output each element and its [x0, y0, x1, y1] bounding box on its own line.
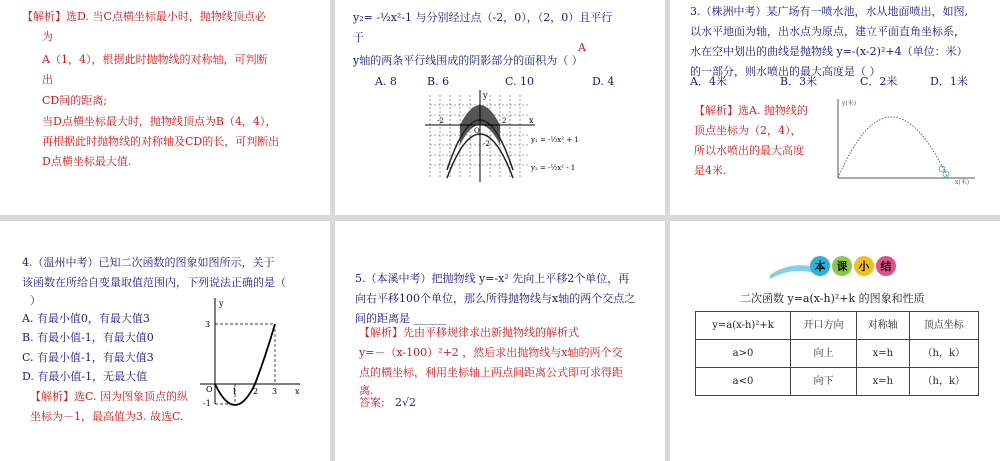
option-a: A．4米 — [690, 75, 727, 88]
text-line: 该函数在所给自变量取值范围内，下列说法正确的是（ — [22, 276, 286, 289]
svg-text:y(米): y(米) — [842, 100, 857, 107]
answer-line: y=－（x-100）²+2 ，然后求出抛物线与x轴的两个交 — [359, 346, 623, 359]
table-header: 顶点坐标 — [909, 312, 978, 340]
svg-text:O: O — [474, 127, 480, 135]
text-line: 水在空中划出的曲线是抛物线 y=-(x-2)²+4（单位：米） — [690, 45, 968, 58]
svg-text:本: 本 — [814, 260, 826, 273]
text-line: 于 — [353, 31, 364, 44]
properties-table — [695, 311, 979, 396]
slide-3 — [670, 0, 1000, 215]
text-line: D点横坐标最大值. — [42, 155, 132, 168]
text-line: 【解析】选D. 当C点横坐标最小时，抛物线顶点必 — [22, 10, 266, 23]
summary-title: 二次函数 y=a(x-h)²+k 的图象和性质 — [740, 292, 925, 305]
svg-text:-2: -2 — [437, 117, 444, 125]
parabola-graph — [425, 90, 585, 182]
option-d: D. 有最小值-1，无最大值 — [22, 370, 148, 383]
answer-line: 【解析】选A. 抛物线的 — [694, 104, 808, 117]
text-line: 3.（株洲中考）某广场有一喷水池，水从地面喷出，如图, — [690, 5, 968, 18]
svg-text:结: 结 — [880, 260, 892, 273]
text-line: y轴的两条平行线围成的阴影部分的面积为（ ） — [353, 54, 583, 67]
svg-text:-1: -1 — [203, 399, 211, 408]
svg-text:3: 3 — [272, 387, 278, 396]
answer-line: 是4米. — [694, 164, 727, 177]
table-row — [696, 340, 979, 368]
table-cell: x=h — [857, 368, 910, 396]
answer-line: 点的横坐标，利用坐标轴上两点间距离公式即可求得距 — [359, 366, 623, 379]
answer-label: 答案: — [359, 396, 385, 409]
svg-text:2: 2 — [253, 387, 259, 396]
option-a: A. 有最小值0，有最大值3 — [22, 312, 150, 325]
text-line: 向右平移100个单位，那么所得抛物线与x轴的两个交点之 — [355, 292, 636, 305]
text-line: CD间的距离; — [42, 94, 107, 107]
text-line: y₂= -½x²-1 与分别经过点（-2，0），（2，0）且平行 — [353, 11, 613, 24]
table-header: 对称轴 — [857, 312, 910, 340]
table-header: 开口方向 — [791, 312, 857, 340]
text-line: 的一部分，则水喷出的最大高度是（ ） — [690, 65, 881, 78]
svg-text:1: 1 — [232, 387, 238, 396]
table-cell: a>0 — [696, 340, 791, 368]
table-cell: x=h — [857, 340, 910, 368]
table-cell: 向上 — [791, 340, 857, 368]
answer-line: 离. — [359, 384, 374, 397]
answer-line: 【解析】选C. 因为图象顶点的纵 — [30, 390, 189, 403]
text-line: 为 — [42, 30, 53, 43]
summary-banner — [770, 253, 890, 283]
text-line: 4.（温州中考）已知二次函数的图象如图所示，关于 — [22, 256, 275, 269]
quadratic-graph — [195, 296, 305, 406]
svg-text:O: O — [206, 385, 213, 394]
fountain-graph — [830, 96, 980, 186]
text-line: 再根据此时抛物线的对称轴及CD的长，可判断出 — [42, 135, 280, 148]
option-c: C. 有最小值-1，有最大值3 — [22, 351, 154, 364]
answer-marker: A — [578, 41, 586, 54]
svg-text:小: 小 — [858, 260, 870, 273]
text-line: 当D点横坐标最大时，抛物线顶点为B（4，4）， — [42, 115, 277, 128]
water-arc — [838, 117, 948, 178]
text-line: 出 — [42, 73, 53, 86]
option-d: D. 4 — [592, 75, 615, 88]
table-header-row — [696, 312, 979, 340]
svg-text:3: 3 — [205, 320, 211, 329]
option-c: C．2米 — [860, 75, 898, 88]
svg-text:y: y — [483, 91, 488, 100]
table-cell: 向下 — [791, 368, 857, 396]
text-line: 间的距离是 ______ — [355, 312, 447, 325]
option-a: A. 8 — [375, 75, 397, 88]
answer-line: 顶点坐标为（2，4）， — [694, 124, 802, 137]
option-c: C. 10 — [505, 75, 535, 88]
text-line: ） — [30, 294, 41, 307]
text-line: 以水平地面为轴，出水点为原点，建立平面直角坐标系， — [690, 25, 965, 38]
svg-text:y₁ = -½x² + 1: y₁ = -½x² + 1 — [531, 136, 579, 144]
table-header: y=a(x-h)²+k — [696, 312, 791, 340]
svg-text:y: y — [219, 299, 224, 308]
svg-text:2: 2 — [502, 117, 507, 125]
answer-line: 所以水喷出的最大高度 — [694, 144, 804, 157]
slide-4 — [0, 221, 330, 461]
slide-1 — [0, 0, 330, 215]
option-b: B. 有最小值-1，有最大值0 — [22, 331, 154, 344]
answer-line: 【解析】先由平移规律求出新抛物线的解析式 — [359, 326, 579, 339]
text-line: 5.（本溪中考）把抛物线 y=-x² 先向上平移2个单位，再 — [355, 272, 630, 285]
option-d: D．1米 — [930, 75, 968, 88]
parabola-curve — [215, 324, 278, 405]
svg-text:-2: -2 — [483, 140, 490, 148]
svg-text:x(米): x(米) — [955, 179, 970, 186]
text-line: A（1，4），根据此时抛物线的对称轴，可判断 — [42, 53, 268, 66]
option-b: B．3米 — [780, 75, 818, 88]
svg-text:x: x — [295, 387, 300, 396]
slide-6 — [670, 221, 1000, 461]
option-b: B. 6 — [427, 75, 450, 88]
table-row — [696, 368, 979, 396]
svg-text:课: 课 — [836, 260, 848, 273]
table-cell: （h，k） — [909, 368, 978, 396]
svg-text:x: x — [529, 116, 534, 125]
answer-line: 坐标为－1，最高值为3. 故选C. — [30, 410, 184, 423]
slide-5 — [335, 221, 665, 461]
svg-text:y₂ = -½x² - 1: y₂ = -½x² - 1 — [531, 164, 576, 172]
slide-2 — [335, 0, 665, 215]
table-cell: a<0 — [696, 368, 791, 396]
table-cell: （h，k） — [909, 340, 978, 368]
answer-value: 2√2 — [395, 396, 417, 409]
